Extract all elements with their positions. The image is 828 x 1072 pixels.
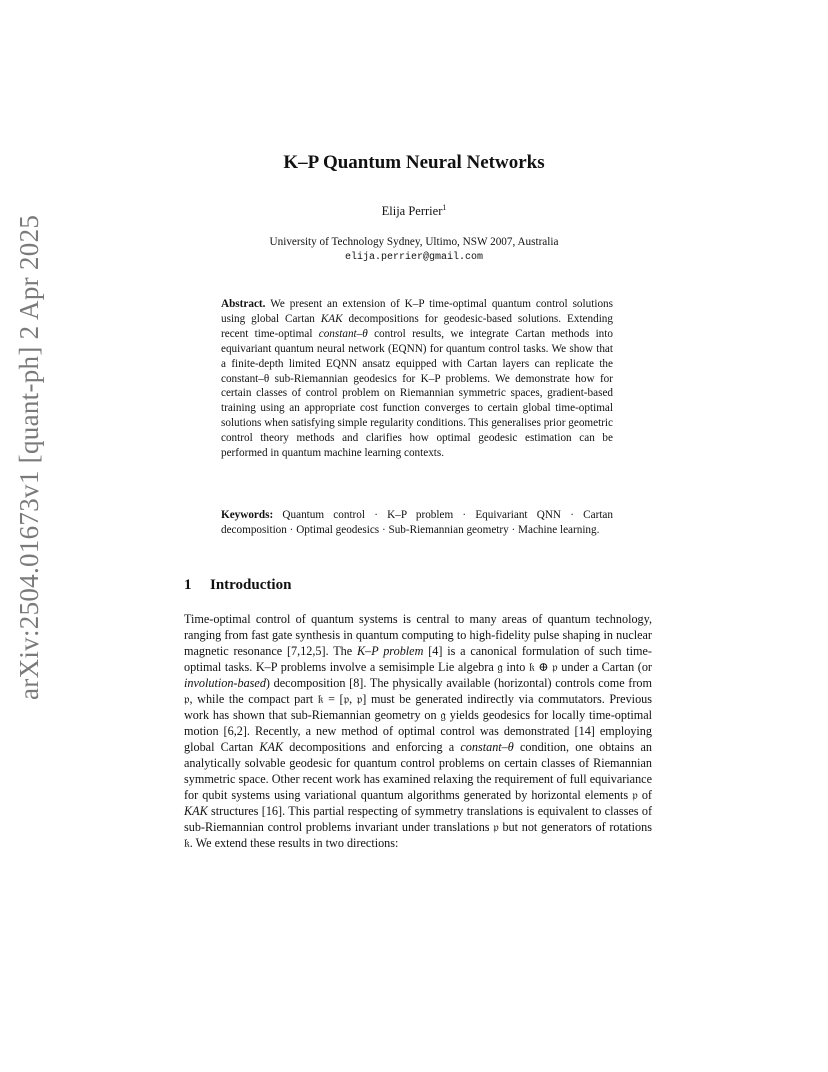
- intro-text: condition, one obtains an analytically solvable geodesic for quantum control problems on certain classes of Riemannian symmetric space. Other recent work has examined relaxing the requirement of full equivariance for qubit systems using variational quantum algorithms generated by horizontal elements 𝔭 of: [184, 740, 653, 802]
- keywords: [221, 508, 613, 538]
- author-line: [0, 203, 828, 219]
- intro-kak: KAK: [184, 804, 208, 818]
- intro-involution: involution-based: [184, 676, 266, 690]
- abstract-label: Abstract.: [221, 298, 266, 310]
- intro-text: structures [16]. This partial respecting of symmetry translations is equivalent to classes of sub-Riemannian control problems invariant under translations 𝔭 but not generators of rotations 𝔨. We extend these results in two directions:: [184, 804, 652, 850]
- abstract-constant-theta: constant–θ: [318, 327, 368, 340]
- abstract-kak: KAK: [320, 312, 343, 325]
- intro-kp-problem: K–P problem: [356, 644, 424, 658]
- section-title: Introduction: [210, 577, 292, 593]
- author-superscript: 1: [442, 203, 447, 212]
- intro-constant-theta: constant–θ: [460, 740, 514, 754]
- affiliation-block: [0, 235, 828, 265]
- intro-text: decompositions and enforcing a: [283, 740, 461, 754]
- intro-text: [4] is a canonical formulation of such time-optimal tasks. K–P problems involve a semisimple Lie algebra 𝔤 into 𝔨 ⊕ 𝔭 under a Cartan (or: [184, 644, 652, 674]
- intro-kak: KAK: [259, 740, 284, 754]
- section-number: 1: [184, 577, 192, 593]
- keywords-text: Quantum control · K–P problem · Equivariant QNN · Cartan decomposition · Optimal geodesics · Sub-Riemannian geometry · Machine learning.: [221, 509, 613, 536]
- abstract-text: decompositions for geodesic-based solutions. Extending recent time-optimal: [221, 312, 613, 340]
- keywords-label: Keywords:: [221, 509, 274, 521]
- introduction-paragraph: [184, 611, 652, 851]
- arxiv-identifier: arXiv:2504.01673v1 [quant-ph] 2 Apr 2025: [14, 214, 44, 700]
- intro-text: Time-optimal control of quantum systems is central to many areas of quantum technology, ranging from fast gate synthesis in quantum computing to high-fidelity pulse shaping in nuclear magnetic resonance [7,12,5]. The: [184, 612, 652, 658]
- abstract: [221, 297, 613, 461]
- paper-title: K–P Quantum Neural Networks: [283, 152, 545, 173]
- author-email[interactable]: elija.perrier@gmail.com: [344, 252, 484, 263]
- author-name: Elija Perrier: [381, 204, 443, 219]
- affiliation: University of Technology Sydney, Ultimo, NSW 2007, Australia: [269, 236, 559, 248]
- abstract-text: We present an extension of K–P time-optimal quantum control solutions using global Cartan: [221, 298, 613, 325]
- section-heading: [184, 577, 291, 594]
- abstract-text: control results, we integrate Cartan methods into equivariant quantum neural network (EQNN) for quantum control tasks. We show that a finite-depth limited EQNN ansatz equipped with Cartan layers can replicate the constant–θ sub-Riemannian geodesics for K–P problems. We demonstrate how for certain classes of control problem on Riemannian symmetric spaces, gradient-based training using an appropriate cost function converges to certain global time-optimal solutions when satisfying simple regularity conditions. This generalises prior geometric control theory methods and clarifies how optimal geodesic estimation can be performed in quantum machine learning contexts.: [221, 327, 613, 460]
- intro-text: ) decomposition [8]. The physically available (horizontal) controls come from 𝔭, while the compact part 𝔨 = [𝔭, 𝔭] must be generated indirectly via commutators. Previous work has shown that sub-Riemannian geometry on 𝔤 yields geodesics for locally time-optimal motion [6,2]. Recently, a new method of optimal control was demonstrated [14] employing global Cartan: [184, 676, 652, 754]
